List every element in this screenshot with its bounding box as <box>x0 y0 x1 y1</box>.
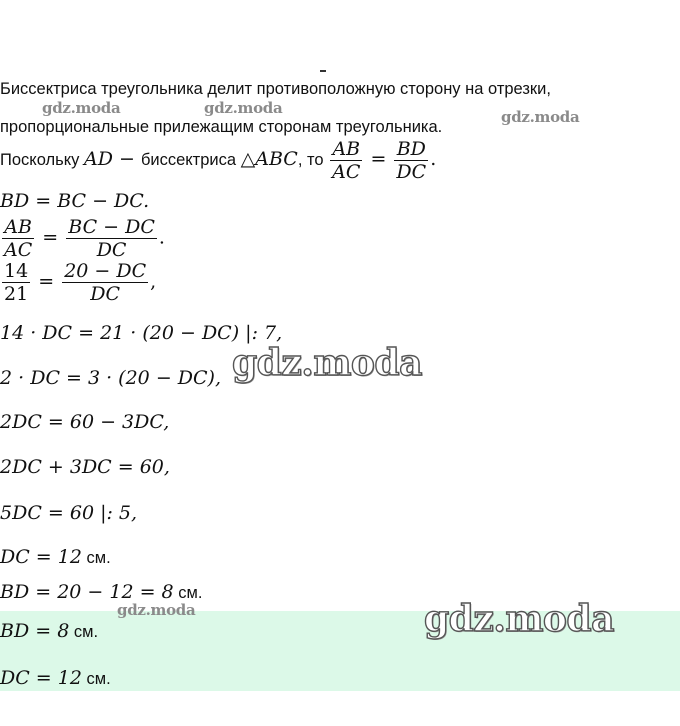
reason-middle: биссектриса <box>140 150 241 169</box>
answer-bd-unit: см. <box>69 623 99 641</box>
answer-dc-unit: см. <box>81 670 111 688</box>
answer-bd <box>0 620 98 643</box>
step-5: 2 · DC = 3 · (20 − DC), <box>0 367 221 389</box>
reason-prefix: Поскольку <box>0 150 84 169</box>
fraction-numerator: AB <box>2 216 34 239</box>
fraction-numerator: BD <box>394 138 428 161</box>
statement-line-1: Биссектриса треугольника делит противоположную сторону на отрезки, <box>0 80 551 98</box>
reason-eq: = <box>364 147 393 170</box>
step-2-end: . <box>158 226 165 249</box>
reason-fraction-left <box>330 138 362 183</box>
answer-bd-math: BD = 8 <box>0 620 70 642</box>
step-10-math: BD = 20 − 12 = 8 <box>0 581 174 603</box>
step-9-math: DC = 12 <box>0 546 82 568</box>
top-dash <box>320 70 326 72</box>
answer-dc <box>0 667 111 690</box>
step-10-unit: см. <box>173 584 203 602</box>
watermark-small: gdz.moda <box>204 99 283 117</box>
reason-end: . <box>430 147 437 170</box>
step-3-end: , <box>150 270 157 293</box>
step-2-fraction-left <box>2 216 34 261</box>
step-6: 2DC = 60 − 3DC, <box>0 411 170 433</box>
step-3-fraction-right <box>62 260 148 305</box>
watermark-small: gdz.moda <box>501 108 580 126</box>
step-2-fraction-right <box>66 216 157 261</box>
watermark-small: gdz.moda <box>42 99 121 117</box>
watermark-big: gdz.moda <box>424 598 614 640</box>
fraction-numerator: BC − DC <box>68 216 155 238</box>
reason-triangle: △ABC <box>240 147 298 170</box>
statement-line-2: пропорциональные прилежащим сторонам треугольника. <box>0 118 443 136</box>
step-2 <box>0 216 165 261</box>
fraction-denominator: 21 <box>4 283 29 305</box>
step-4: 14 · DC = 21 · (20 − DC) |: 7, <box>0 322 283 344</box>
reason-dash: − <box>112 147 141 170</box>
step-9 <box>0 546 111 569</box>
fraction-denominator: DC <box>90 283 121 305</box>
answer-dc-math: DC = 12 <box>0 667 82 689</box>
step-1: BD = BC − DC. <box>0 190 150 212</box>
reason-ad: AD <box>83 147 113 170</box>
fraction-denominator: DC <box>96 239 127 261</box>
step-3-fraction-left <box>2 260 30 305</box>
reason-comma-to: , то <box>297 150 329 169</box>
fraction-denominator: DC <box>396 161 427 183</box>
step-7: 2DC + 3DC = 60, <box>0 456 170 478</box>
fraction-numerator: 20 − DC <box>64 260 147 282</box>
watermark-big: gdz.moda <box>232 342 422 384</box>
step-2-eq: = <box>36 226 65 249</box>
step-3-eq: = <box>32 270 61 293</box>
fraction-numerator: 14 <box>4 260 29 282</box>
fraction-numerator: AB <box>330 138 362 161</box>
watermark-small: gdz.moda <box>117 601 196 619</box>
reason-line <box>0 138 436 183</box>
fraction-denominator: AC <box>332 161 361 183</box>
step-3 <box>0 260 156 305</box>
step-8: 5DC = 60 |: 5, <box>0 502 138 524</box>
fraction-denominator: AC <box>4 239 33 261</box>
reason-fraction-right <box>394 138 428 183</box>
step-9-unit: см. <box>81 549 111 567</box>
